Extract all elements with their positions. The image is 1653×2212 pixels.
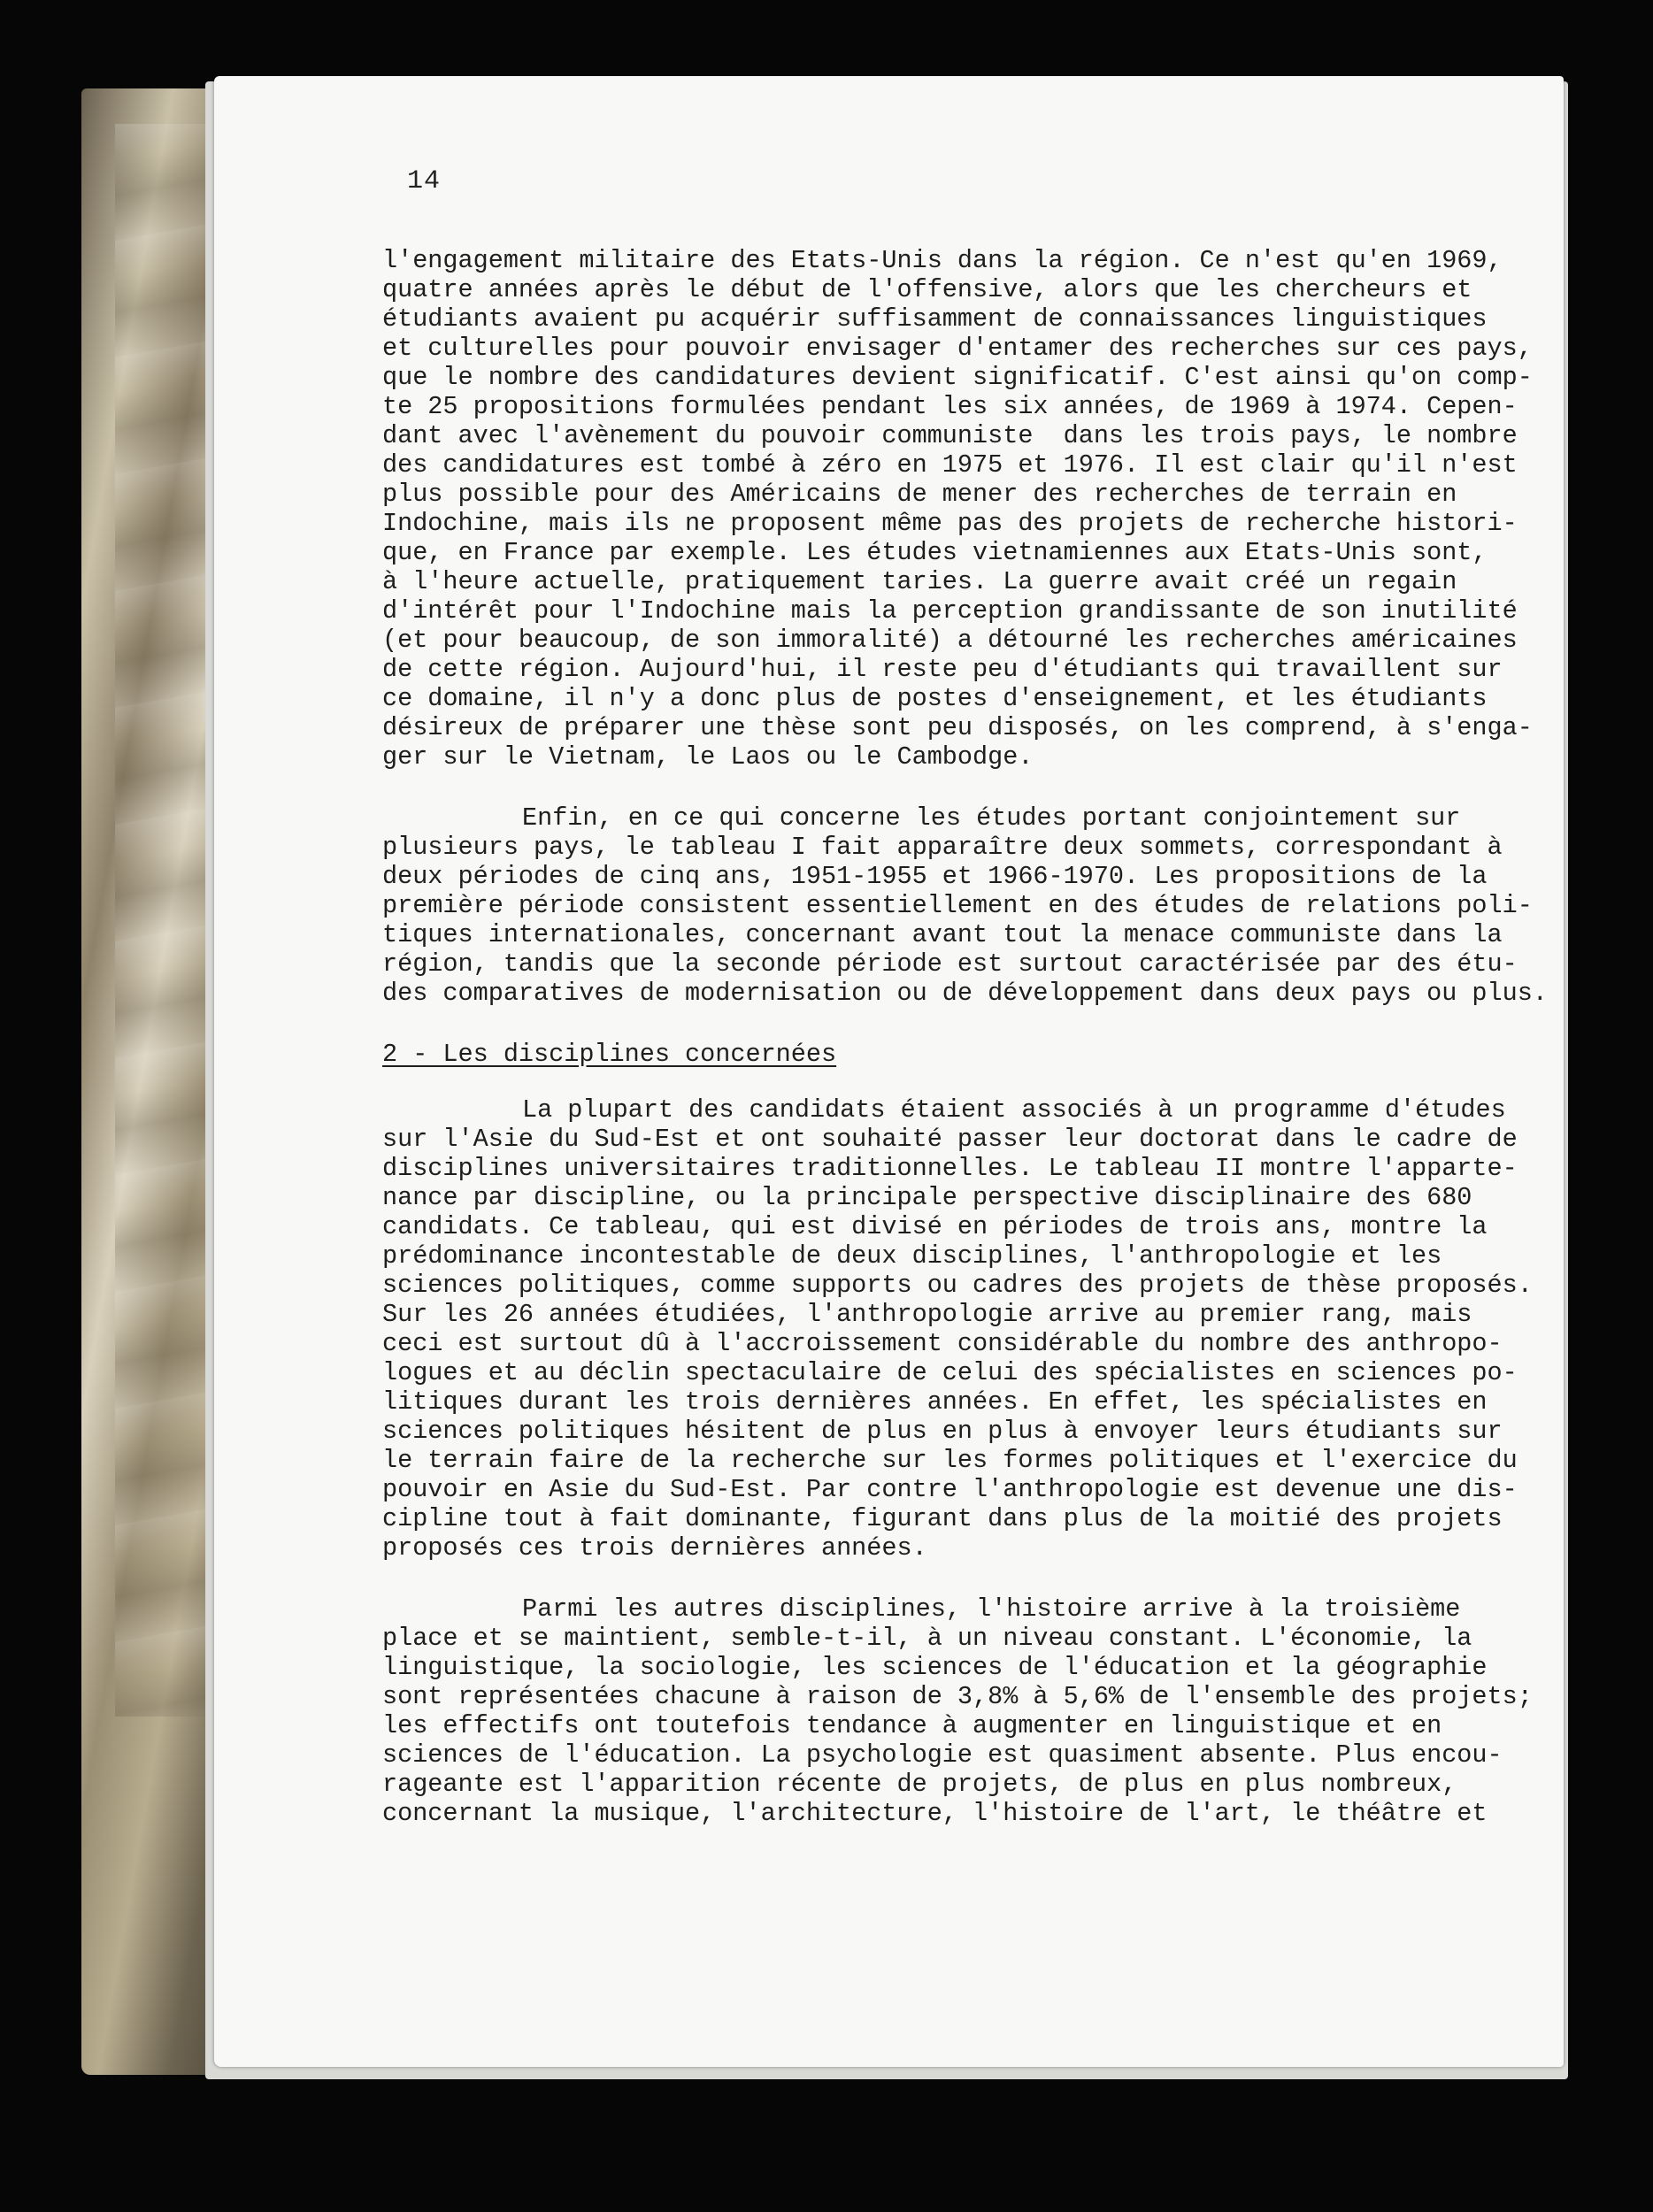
text-line: prédominance incontestable de deux disciplines, l'anthropologie et les <box>382 1241 1442 1271</box>
paragraph-gap <box>382 1563 1504 1594</box>
text-line: Enfin, en ce qui concerne les études portant conjointement sur <box>522 803 1461 833</box>
text-line: candidats. Ce tableau, qui est divisé en périodes de trois ans, montre la <box>382 1212 1488 1241</box>
text-line: à l'heure actuelle, pratiquement taries. La guerre avait créé un regain <box>382 567 1457 596</box>
page-body <box>382 246 1548 1828</box>
text-line: Indochine, mais ils ne proposent même pas des projets de recherche histori- <box>382 509 1518 538</box>
text-line: La plupart des candidats étaient associés à un programme d'études <box>522 1095 1506 1125</box>
text-line: logues et au déclin spectaculaire de celui des spécialistes en sciences po- <box>382 1358 1518 1387</box>
text-line: première période consistent essentiellement en des études de relations poli- <box>382 891 1533 920</box>
text-line: région, tandis que la seconde période est surtout caractérisée par des étu- <box>382 949 1518 979</box>
text-line: sciences de l'éducation. La psychologie est quasiment absente. Plus encou- <box>382 1740 1503 1770</box>
paragraph-multi-country <box>382 803 1548 1008</box>
text-line: Parmi les autres disciplines, l'histoire arrive à la troisième <box>522 1594 1461 1624</box>
text-line: et culturelles pour pouvoir envisager d'entamer des recherches sur ces pays, <box>382 334 1533 363</box>
paragraph-indochina <box>382 246 1533 772</box>
text-line: des comparatives de modernisation ou de développement dans deux pays ou plus. <box>382 979 1548 1008</box>
text-line: tiques internationales, concernant avant tout la menace communiste dans la <box>382 920 1503 949</box>
text-line: sont représentées chacune à raison de 3,8% à 5,6% de l'ensemble des projets; <box>382 1682 1533 1711</box>
text-line: plus possible pour des Américains de mener des recherches de terrain en <box>382 480 1457 509</box>
text-line: ce domaine, il n'y a donc plus de postes d'enseignement, et les étudiants <box>382 684 1488 713</box>
text-line: Sur les 26 années étudiées, l'anthropologie arrive au premier rang, mais <box>382 1300 1472 1329</box>
text-line: disciplines universitaires traditionnelles. Le tableau II montre l'apparte- <box>382 1154 1518 1183</box>
text-line: place et se maintient, semble-t-il, à un niveau constant. L'économie, la <box>382 1624 1472 1653</box>
text-line: litiques durant les trois dernières années. En effet, les spécialistes en <box>382 1387 1488 1417</box>
paragraph-gap <box>382 1069 1504 1095</box>
text-line: ger sur le Vietnam, le Laos ou le Cambodge. <box>382 742 1034 772</box>
text-line: le terrain faire de la recherche sur les formes politiques et l'exercice du <box>382 1446 1518 1475</box>
text-line: que le nombre des candidatures devient significatif. C'est ainsi qu'on comp- <box>382 363 1533 392</box>
text-line: pouvoir en Asie du Sud-Est. Par contre l'anthropologie est devenue une dis- <box>382 1475 1518 1504</box>
text-line: des candidatures est tombé à zéro en 1975 et 1976. Il est clair qu'il n'est <box>382 450 1518 480</box>
text-line: cipline tout à fait dominante, figurant dans plus de la moitié des projets <box>382 1504 1503 1533</box>
text-line: l'engagement militaire des Etats-Unis dans la région. Ce n'est qu'en 1969, <box>382 246 1503 275</box>
text-line: linguistique, la sociologie, les sciences de l'éducation et la géographie <box>382 1653 1488 1682</box>
text-line: proposés ces trois dernières années. <box>382 1533 927 1563</box>
text-line: plusieurs pays, le tableau I fait apparaître deux sommets, correspondant à <box>382 833 1503 862</box>
text-line: (et pour beaucoup, de son immoralité) a détourné les recherches américaines <box>382 626 1518 655</box>
text-line: d'intérêt pour l'Indochine mais la perception grandissante de son inutilité <box>382 596 1518 626</box>
text-line: sciences politiques hésitent de plus en plus à envoyer leurs étudiants sur <box>382 1417 1503 1446</box>
text-line: étudiants avaient pu acquérir suffisamment de connaissances linguistiques <box>382 304 1488 334</box>
paragraph-other-disciplines <box>382 1594 1533 1828</box>
text-line: ceci est surtout dû à l'accroissement considérable du nombre des anthropo- <box>382 1329 1503 1358</box>
paragraph-gap <box>382 1008 1504 1040</box>
paragraph-gap <box>382 772 1504 803</box>
text-line: deux périodes de cinq ans, 1951-1955 et 1966-1970. Les propositions de la <box>382 862 1488 891</box>
section-heading: 2 - Les disciplines concernées <box>382 1040 837 1069</box>
text-line: les effectifs ont toutefois tendance à augmenter en linguistique et en <box>382 1711 1442 1740</box>
text-line: de cette région. Aujourd'hui, il reste peu d'étudiants qui travaillent sur <box>382 655 1503 684</box>
text-line: concernant la musique, l'architecture, l'histoire de l'art, le théâtre et <box>382 1799 1488 1828</box>
text-line: que, en France par exemple. Les études vietnamiennes aux Etats-Unis sont, <box>382 538 1488 567</box>
text-line: nance par discipline, ou la principale perspective disciplinaire des 680 <box>382 1183 1472 1212</box>
text-line: dant avec l'avènement du pouvoir communiste dans les trois pays, le nombre <box>382 421 1518 450</box>
text-line: sciences politiques, comme supports ou cadres des projets de thèse proposés. <box>382 1271 1533 1300</box>
text-line: désireux de préparer une thèse sont peu disposés, on les comprend, à s'enga- <box>382 713 1533 742</box>
text-line: sur l'Asie du Sud-Est et ont souhaité passer leur doctorat dans le cadre de <box>382 1125 1518 1154</box>
page-number: 14 <box>407 166 442 196</box>
text-line: quatre années après le début de l'offensive, alors que les chercheurs et <box>382 275 1472 304</box>
binding-cover-texture <box>115 124 212 1717</box>
text-line: rageante est l'apparition récente de projets, de plus en plus nombreux, <box>382 1770 1457 1799</box>
paragraph-disciplines <box>382 1095 1533 1563</box>
text-line: te 25 propositions formulées pendant les six années, de 1969 à 1974. Cepen- <box>382 392 1518 421</box>
